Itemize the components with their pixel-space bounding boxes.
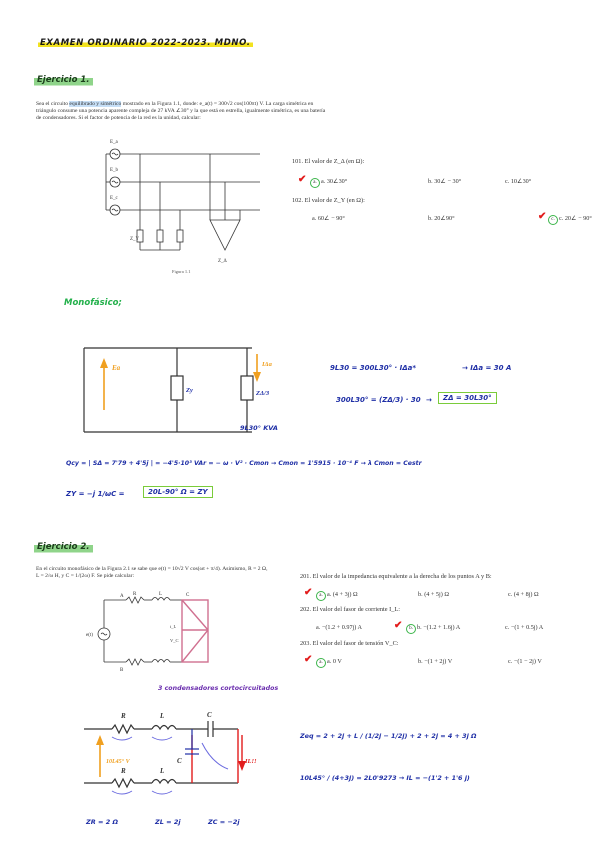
value-zl: ZL = 2j — [155, 818, 181, 826]
exercise-1-heading: Ejercicio 1. — [34, 74, 93, 86]
result-box-zd: ZΔ = 30L30° — [438, 392, 497, 404]
statement-lead: Sea el circuito — [36, 101, 70, 107]
question-102: 102. El valor de Z_Y (en Ω): — [292, 197, 365, 204]
figure-2-1-circuit — [86, 590, 216, 672]
q101-option-a-text: a. 30∠30° — [321, 178, 348, 185]
equation-zeq: Zeq = 2 + 2j + L / (1/2j − 1/2j) + 2 + 2j = 4 + 3j Ω — [300, 732, 477, 740]
checkmark-icon: ✔ — [298, 174, 307, 185]
label-ea: E_a — [110, 140, 118, 145]
q102-option-a: a. 60∠ − 90° — [312, 215, 345, 222]
fig2-label-e: e(t) — [86, 633, 93, 638]
q101-option-b: b. 30∠ − 30° — [428, 178, 462, 185]
note-shorted-capacitors: 3 condensadores cortocircuitados — [158, 685, 279, 692]
q202-option-b-text: b. −(1.2 + 1.6j) A — [417, 624, 461, 631]
sketch-zy-label: Zy — [186, 387, 193, 394]
exercise-2-heading: Ejercicio 2. — [34, 541, 93, 553]
equation-il: 10L45° / (4+3j) = 2L0'9273 → IL = −(1'2 + 1'6 j) — [300, 774, 470, 782]
q102-option-c — [548, 215, 592, 225]
sketch2-c-mid: C — [177, 757, 182, 765]
figure-1-1-circuit — [100, 132, 270, 272]
equation-zy: ZY = −j 1/ωC = — [66, 490, 125, 498]
q101-option-a — [310, 178, 347, 188]
value-zc: ZC = −2j — [208, 818, 240, 826]
equation-qcy: Qcy = | SΔ = 7'79 + 4'5j | = −4'5·10³ VAr = − ω · V² · Cmon → Cmon = 1'5915 · 10⁻⁴ F → λ Cmon = Cestr — [66, 460, 422, 467]
figure-1-1-caption: Figura 1.1 — [172, 269, 191, 274]
question-201: 201. El valor de la impedancia equivalente a la derecha de los puntos A y B: — [300, 573, 492, 580]
sketch-ea-label: Ea — [112, 364, 121, 372]
question-202: 202. El valor del fasor de corriente I_L: — [300, 606, 401, 613]
answer-circle: c. — [548, 215, 558, 225]
q101-option-c: c. 10∠30° — [505, 178, 532, 185]
result-box-zy: 20L-90° Ω = ZY — [143, 486, 213, 498]
equation-impedance: 300L30° = (ZΔ/3) · 30 — [336, 396, 421, 404]
question-203: 203. El valor del fasor de tensión V_C: — [300, 640, 399, 647]
sketch-kva-label: 9L30° KVA — [240, 424, 278, 432]
q102-option-c-text: c. 20∠ − 90° — [559, 215, 592, 222]
answer-circle: b. — [406, 624, 416, 634]
fig2-label-il: i_L — [170, 624, 177, 629]
statement-highlight: equilibrado y simétrico — [69, 101, 122, 107]
sketch2-c-top: C — [207, 711, 212, 719]
equation-current: → IΔa = 30 A — [462, 364, 512, 372]
q203-option-c: c. −(1 − 2j) V — [508, 658, 542, 665]
q102-option-b: b. 20∠90° — [428, 215, 455, 222]
q202-option-c: c. −(1 + 0.5j) A — [505, 624, 544, 631]
q203-option-a-text: a. 0 V — [327, 658, 342, 665]
equation-power: 9L30 = 300L30° · IΔa* — [330, 364, 417, 372]
q202-option-a: a. −(1.2 + 0.97j) A — [316, 624, 362, 631]
exercise-1-statement — [36, 101, 326, 122]
sketch2-r-bottom: R — [121, 767, 126, 775]
sketch2-l-bottom: L — [160, 767, 165, 775]
question-101: 101. El valor de Z_Δ (en Ω): — [292, 158, 365, 165]
exercise-2-statement: En el circuito monofásico de la Figura 2.1 se sabe que e(t) = 10√2 V cos(ωt + π/4). Asimismo, R = 2 Ω, L = 2/ω H, y C = 1/(2ω) F. Se pide calcular: — [36, 566, 268, 579]
label-eb: E_b — [110, 168, 119, 173]
sketch2-source-label: 10L45° V — [106, 759, 130, 765]
q201-option-c: c. (4 + 8j) Ω — [508, 591, 539, 598]
fig2-label-c: C — [186, 593, 190, 598]
answer-circle: a. — [310, 178, 320, 188]
q201-option-b: b. (4 + 5j) Ω — [418, 591, 449, 598]
exercise-2-circuit-sketch — [82, 705, 272, 815]
monofasico-label: Monofásico; — [64, 298, 122, 308]
sketch-zd-label: ZΔ/3 — [256, 390, 270, 397]
checkmark-icon: ✔ — [304, 654, 313, 665]
fig2-label-b: B — [120, 668, 124, 672]
value-zr: ZR = 2 Ω — [86, 818, 119, 826]
equation-arrow: → — [426, 396, 432, 404]
sketch2-l-top: L — [160, 712, 165, 720]
label-zd: Z_Δ — [218, 259, 227, 264]
label-zy: Z_Y — [130, 237, 140, 242]
fig2-label-l: L — [159, 592, 163, 597]
sketch-ila-label: IΔa — [262, 361, 272, 368]
exam-title: EXAMEN ORDINARIO 2022-2023. MDNO. — [40, 38, 251, 48]
q203-option-a — [316, 658, 342, 668]
q202-option-b — [406, 624, 460, 634]
sketch2-il-label: IL!! — [245, 758, 257, 765]
fig2-label-a: A — [120, 594, 124, 599]
checkmark-icon: ✔ — [304, 587, 313, 598]
fig2-label-r: R — [133, 592, 137, 597]
answer-circle: a. — [316, 591, 326, 601]
statement-rest: mostrado en la Figura 1.1, donde: e_a(t) = 300√2 cos(100πt) V. La carga simétrica en triángulo consume una potencia aparente compleja de 27 kVA ∠30° y la que está en estrella, igualmente simétrica, es una batería de condensadores. Si el factor de potencia de la red es la unidad, calcular: — [36, 101, 326, 121]
q203-option-b: b. −(1 + 2j) V — [418, 658, 453, 665]
sketch2-r-top: R — [121, 712, 126, 720]
fig2-label-vc: V_C — [170, 638, 179, 643]
label-ec: E_c — [110, 196, 118, 201]
q201-option-a-text: a. (4 + 3j) Ω — [327, 591, 358, 598]
q201-option-a — [316, 591, 358, 601]
checkmark-icon: ✔ — [394, 620, 403, 631]
checkmark-icon: ✔ — [538, 211, 547, 222]
answer-circle: a. — [316, 658, 326, 668]
